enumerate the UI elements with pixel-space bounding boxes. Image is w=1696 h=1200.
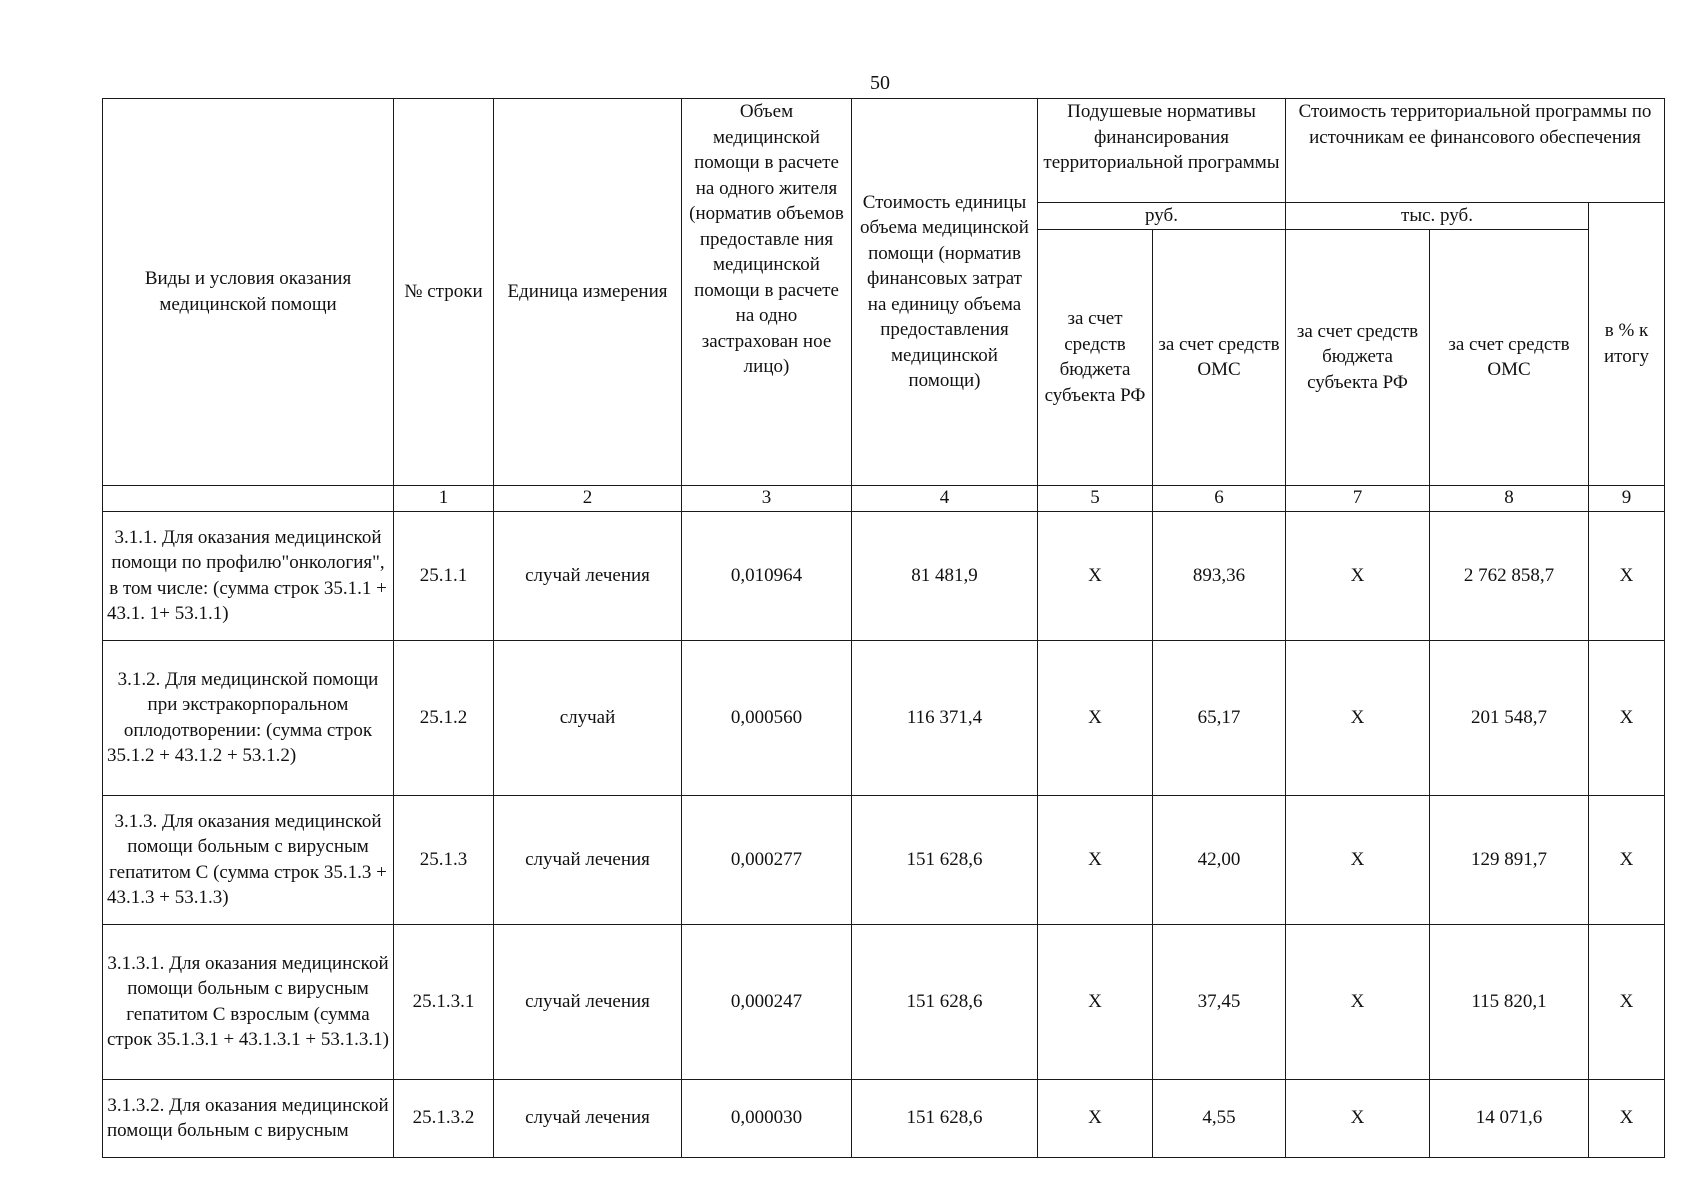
cell-oms-total: 201 548,7: [1430, 640, 1589, 795]
cell-oms-per-capita: 893,36: [1153, 511, 1286, 640]
cell-oms-per-capita: 4,55: [1153, 1079, 1286, 1157]
territorial-program-table: [102, 98, 1665, 1158]
table-row: [103, 511, 1665, 640]
header-oms-total: за счет средств ОМС: [1430, 229, 1589, 485]
cell-kind: 3.1.2. Для медицинской помощи при экстракорпоральном оплодотворении: (сумма строк 35.1.2 + 43.1.2 + 53.1.2): [103, 640, 394, 795]
index-cell: 1: [394, 485, 494, 511]
header-row-no: № строки: [394, 99, 494, 486]
header-unit-thousand-rub: тыс. руб.: [1286, 203, 1589, 230]
cell-unit-cost: 151 628,6: [852, 924, 1038, 1079]
cell-oms-per-capita: 42,00: [1153, 795, 1286, 924]
table-row: [103, 640, 1665, 795]
cell-kind: 3.1.3.2. Для оказания медицинской помощи больным с вирусным: [103, 1079, 394, 1157]
cell-volume: 0,000560: [682, 640, 852, 795]
index-cell: 4: [852, 485, 1038, 511]
cell-oms-total: 129 891,7: [1430, 795, 1589, 924]
table-row: [103, 1079, 1665, 1157]
cell-percent: Х: [1589, 511, 1665, 640]
cell-budget-total: Х: [1286, 795, 1430, 924]
index-cell: 6: [1153, 485, 1286, 511]
cell-oms-per-capita: 65,17: [1153, 640, 1286, 795]
index-cell: 3: [682, 485, 852, 511]
cell-budget-total: Х: [1286, 924, 1430, 1079]
page-number: 50: [870, 72, 890, 94]
header-program-cost-group: Стоимость территориальной программы по источникам ее финансового обеспечения: [1286, 99, 1665, 203]
index-cell: 8: [1430, 485, 1589, 511]
index-cell: 2: [494, 485, 682, 511]
cell-row-no: 25.1.3.2: [394, 1079, 494, 1157]
cell-unit: случай: [494, 640, 682, 795]
cell-unit: случай лечения: [494, 795, 682, 924]
header-budget-total: за счет средств бюджета субъекта РФ: [1286, 229, 1430, 485]
cell-volume: 0,010964: [682, 511, 852, 640]
cell-unit-cost: 116 371,4: [852, 640, 1038, 795]
column-index-row: [103, 485, 1665, 511]
cell-volume: 0,000277: [682, 795, 852, 924]
cell-budget-per-capita: Х: [1038, 1079, 1153, 1157]
header-per-capita-group: Подушевые нормативы финансирования территориальной программы: [1038, 99, 1286, 203]
cell-budget-per-capita: Х: [1038, 924, 1153, 1079]
cell-kind: 3.1.3.1. Для оказания медицинской помощи больным с вирусным гепатитом С взрослым (сумма строк 35.1.3.1 + 43.1.3.1 + 53.1.3.1): [103, 924, 394, 1079]
cell-kind: 3.1.1. Для оказания медицинской помощи по профилю"онкология", в том числе: (сумма строк 35.1.1 + 43.1. 1+ 53.1.1): [103, 511, 394, 640]
cell-oms-total: 115 820,1: [1430, 924, 1589, 1079]
cell-unit-cost: 81 481,9: [852, 511, 1038, 640]
cell-row-no: 25.1.2: [394, 640, 494, 795]
cell-unit: случай лечения: [494, 511, 682, 640]
cell-budget-total: Х: [1286, 1079, 1430, 1157]
header-unit: Единица измерения: [494, 99, 682, 486]
cell-volume: 0,000247: [682, 924, 852, 1079]
cell-percent: Х: [1589, 924, 1665, 1079]
cell-row-no: 25.1.1: [394, 511, 494, 640]
header-volume: Объем медицинской помощи в расчете на одного жителя (норматив объемов предоставле ния медицинской помощи в расчете на одно застрахован ное лицо): [682, 99, 852, 486]
cell-unit-cost: 151 628,6: [852, 795, 1038, 924]
table-header: [103, 99, 1665, 512]
index-cell: 9: [1589, 485, 1665, 511]
cell-oms-total: 14 071,6: [1430, 1079, 1589, 1157]
header-kind: Виды и условия оказания медицинской помощи: [103, 99, 394, 486]
table-body: [103, 511, 1665, 1157]
cell-oms-per-capita: 37,45: [1153, 924, 1286, 1079]
index-cell: 5: [1038, 485, 1153, 511]
header-budget-per-capita: за счет средств бюджета субъекта РФ: [1038, 229, 1153, 485]
header-unit-cost: Стоимость единицы объема медицинской помощи (норматив финансовых затрат на единицу объема предоставления медицинской помощи): [852, 99, 1038, 486]
index-cell: 7: [1286, 485, 1430, 511]
cell-budget-total: Х: [1286, 640, 1430, 795]
cell-oms-total: 2 762 858,7: [1430, 511, 1589, 640]
header-unit-rub: руб.: [1038, 203, 1286, 230]
cell-row-no: 25.1.3.1: [394, 924, 494, 1079]
index-cell: [103, 485, 394, 511]
cell-budget-per-capita: Х: [1038, 795, 1153, 924]
header-oms-per-capita: за счет средств ОМС: [1153, 229, 1286, 485]
cell-percent: Х: [1589, 795, 1665, 924]
cell-percent: Х: [1589, 1079, 1665, 1157]
cell-unit: случай лечения: [494, 924, 682, 1079]
cell-row-no: 25.1.3: [394, 795, 494, 924]
cell-budget-per-capita: Х: [1038, 511, 1153, 640]
cell-budget-total: Х: [1286, 511, 1430, 640]
cell-percent: Х: [1589, 640, 1665, 795]
table-row: [103, 795, 1665, 924]
cell-kind: 3.1.3. Для оказания медицинской помощи больным с вирусным гепатитом С (сумма строк 35.1.3 + 43.1.3 + 53.1.3): [103, 795, 394, 924]
cell-budget-per-capita: Х: [1038, 640, 1153, 795]
header-percent: в % к итогу: [1589, 203, 1665, 486]
cell-volume: 0,000030: [682, 1079, 852, 1157]
table-row: [103, 924, 1665, 1079]
cell-unit: случай лечения: [494, 1079, 682, 1157]
cell-unit-cost: 151 628,6: [852, 1079, 1038, 1157]
